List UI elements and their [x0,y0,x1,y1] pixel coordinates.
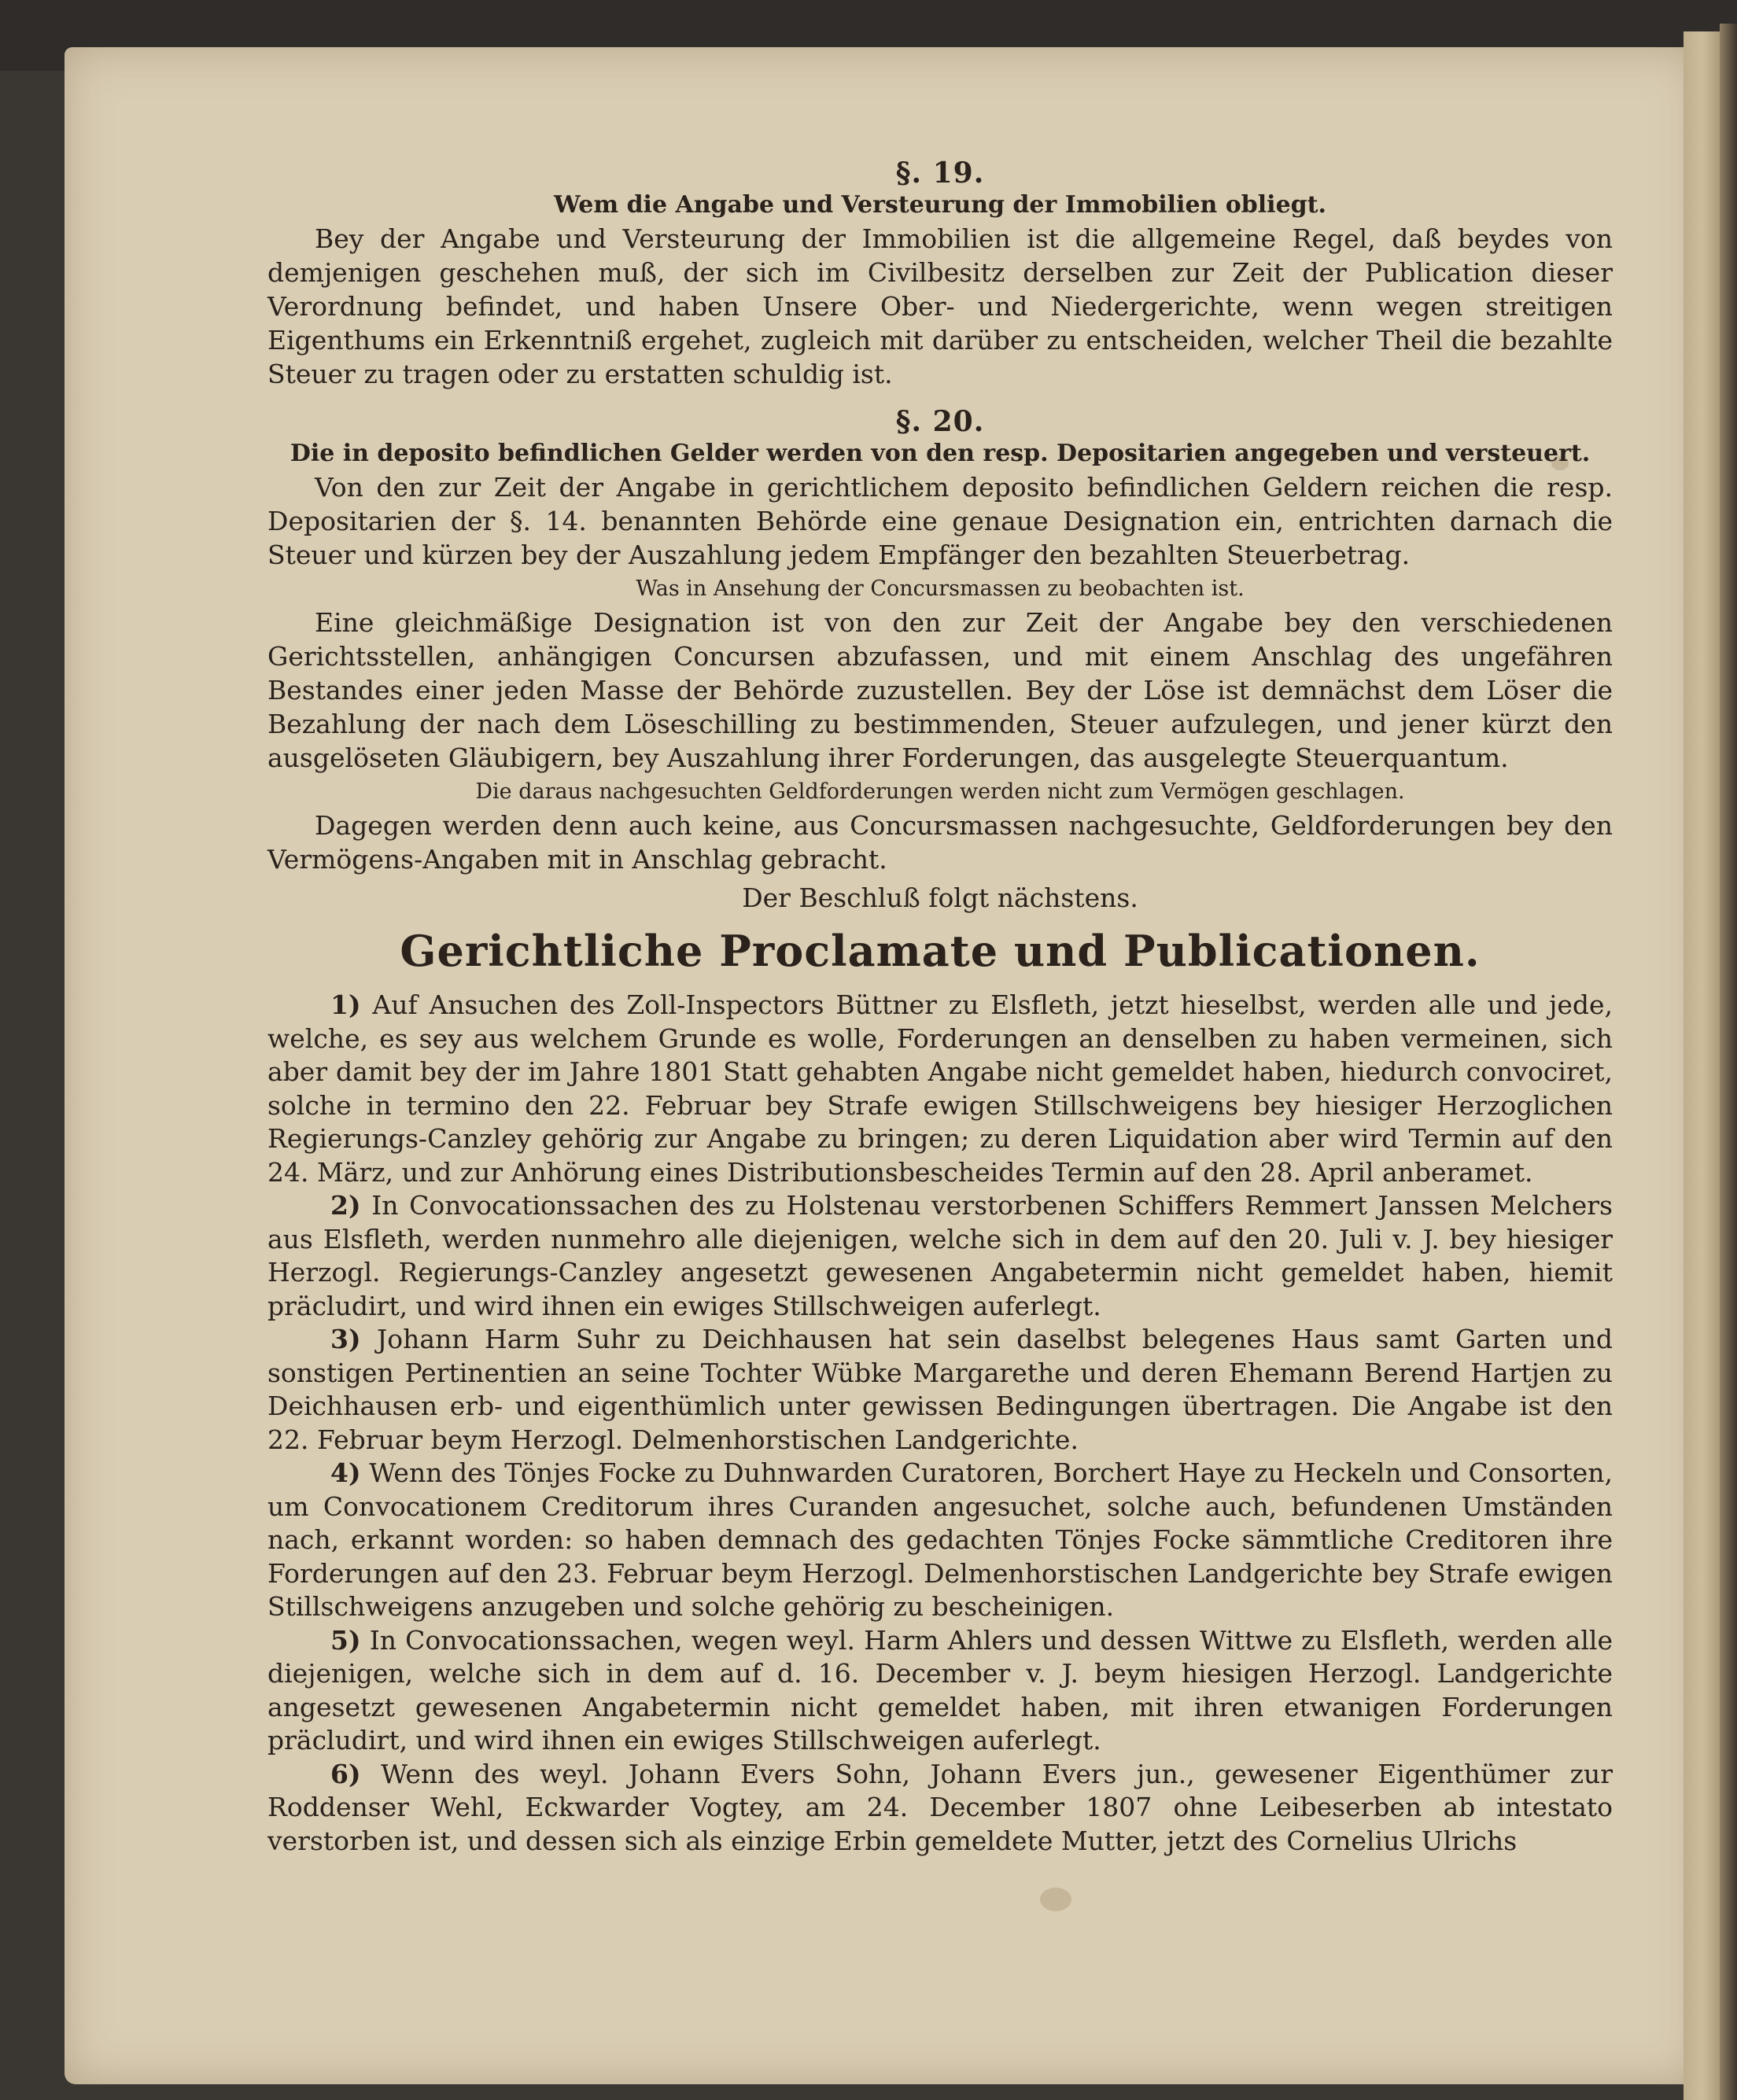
list-item [267,1624,1613,1758]
marginal-subheading: Was in Ansehung der Concursmassen zu beobachten ist. [636,577,1245,601]
marginal-subheading: Die daraus nachgesuchten Geldforderungen werden nicht zum Vermögen geschlagen. [475,779,1405,804]
item-number: 2) [330,1190,361,1221]
item-text: Johann Harm Suhr zu Deichhausen hat sein daselbst belegenes Haus samt Garten und sonstigen Pertinentien an seine Tochter Wübke Margarethe und deren Ehemann Berend Hartjen zu Deichhausen erb- und eigenthümlich unter gewissen Bedingungen übertragen. Die Angabe ist den 22. Februar beym Herzogl. Delmenhorstischen Landgerichte. [267,1324,1613,1455]
list-item [267,1189,1613,1323]
section-body: Bey der Angabe und Versteurung der Immobilien ist die allgemeine Regel, daß beydes von demjenigen geschehen muß, der sich im Civilbesitz derselben zur Zeit der Publication dieser Verordnung befindet, und haben Unsere Ober- und Niedergerichte, wenn wegen streitigen Eigenthums ein Erkenntniß ergehet, zugleich mit darüber zu entscheiden, welcher Theil die bezahlte Steuer zu tragen oder zu erstatten schuldig ist. [267,223,1613,389]
list-item [267,1457,1613,1624]
item-number: 3) [330,1324,361,1354]
item-text: Wenn des weyl. Johann Evers Sohn, Johann Evers jun., gewesener Eigenthümer zur Roddenser Wehl, Eckwarder Vogtey, am 24. December 1807 ohne Leibeserben ab intestato verstorben ist, und dessen sich als einzige Erbin gemeldete Mutter, jetzt des Cornelius Ulrichs [267,1758,1613,1856]
section-body: Von den zur Zeit der Angabe in gerichtlichem deposito befindlichen Geldern reichen die resp. Depositarien der §. 14. benannten Behörde eine genaue Designation ein, entrichten darnach die Steuer und kürzen bey der Auszahlung jedem Empfänger den bezahlten Steuerbetrag. [267,472,1613,570]
paper-stain [1040,1888,1071,1911]
item-text: Auf Ansuchen des Zoll-Inspectors Büttner zu Elsfleth, jetzt hieselbst, werden alle und jede, welche, es sey aus welchem Grunde es wolle, Forderungen an denselben zu haben vermeinen, sich aber damit bey der im Jahre 1801 Statt gehabten Angabe nicht gemeldet haben, hiedurch convociret, solche in termino den 22. Februar bey Strafe ewigen Stillschweigens bey hiesiger Herzoglichen Regierungs-Canzley gehörig zur Angabe zu bringen; zu deren Liquidation aber wird Termin auf den 24. März, und zur Anhörung eines Distributionsbescheides Termin auf den 28. April anberamet. [267,989,1613,1188]
item-number: 1) [330,989,361,1020]
book-spine-edge [1720,24,1737,2100]
section-number: §. 20. [895,405,985,438]
list-item [267,1323,1613,1457]
item-number: 6) [330,1758,361,1789]
main-title: Gerichtliche Proclamate und Publicationen. [400,926,1481,976]
item-text: In Convocationssachen, wegen weyl. Harm Ahlers und dessen Wittwe zu Elsfleth, werden alle diejenigen, welche sich in dem auf d. 16. December v. J. beym hiesigen Herzogl. Landgerichte angesetzt gewesenen Angabetermin nicht gemeldet haben, mit ihren etwanigen Forderungen präcludirt, und wird ihnen ein ewiges Stillschweigen auferlegt. [267,1624,1613,1756]
list-item [267,1758,1613,1859]
item-text: In Convocationssachen des zu Holstenau verstorbenen Schiffers Remmert Janssen Melchers aus Elsfleth, werden nunmehro alle diejenigen, welche sich in dem auf den 20. Juli v. J. bey hiesiger Herzogl. Regierungs-Canzley angesetzt gewesenen Angabetermin nicht gemeldet haben, hiemit präcludirt, und wird ihnen ein ewiges Stillschweigen auferlegt. [267,1190,1613,1321]
item-number: 5) [330,1624,361,1656]
continuation-note: Der Beschluß folgt nächstens. [742,882,1138,913]
section-body: Dagegen werden denn auch keine, aus Concursmassen nachgesuchte, Geldforderungen bey den Vermögens-Angaben mit in Anschlag gebracht. [267,810,1613,875]
item-number: 4) [330,1457,361,1488]
page-text [267,153,1613,1858]
section-heading: Wem die Angabe und Versteurung der Immobilien obliegt. [554,191,1326,219]
section-heading: Die in deposito befindlichen Gelder werden von den resp. Depositarien angegeben und versteuert. [290,440,1591,467]
section-number: §. 19. [895,157,985,190]
item-text: Wenn des Tönjes Focke zu Duhnwarden Curatoren, Borchert Haye zu Heckeln und Consorten, um Convocationem Creditorum ihres Curanden angesuchet, solche auch, befundenen Umständen nach, erkannt worden: so haben demnach des gedachten Tönjes Focke sämmtliche Creditoren ihre Forderungen auf den 23. Februar beym Herzogl. Delmenhorstischen Landgerichte bey Strafe ewigen Stillschweigens anzugeben und solche gehörig zu bescheinigen. [267,1457,1613,1622]
section-body: Eine gleichmäßige Designation ist von den zur Zeit der Angabe bey den verschiedenen Gerichtsstellen, anhängigen Concursen abzufassen, und mit einem Anschlag des ungefähren Bestandes einer jeden Masse der Behörde zuzustellen. Bey der Löse ist demnächst dem Löser die Bezahlung der nach dem Löseschilling zu bestimmenden, Steuer aufzulegen, und jener kürzt den ausgelöseten Gläubigern, bey Auszahlung ihrer Forderungen, das ausgelegte Steuerquantum. [267,607,1613,773]
list-item [267,989,1613,1189]
